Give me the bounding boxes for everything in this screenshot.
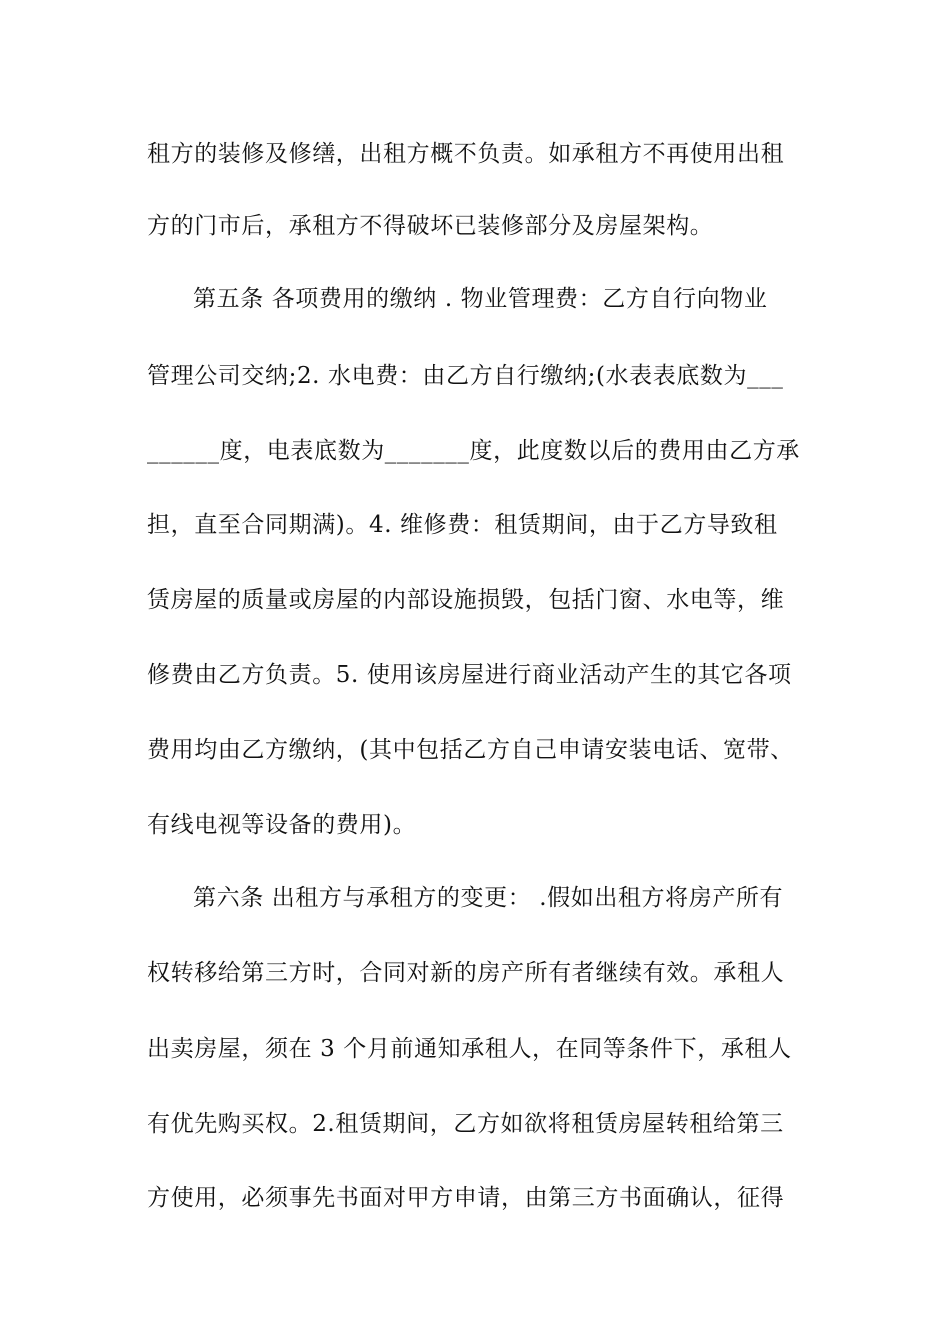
text-line: 管理公司交纳;2. 水电费：由乙方自行缴纳;(水表表底数为___	[147, 363, 784, 389]
text-line: 权转移给第三方时，合同对新的房产所有者继续有效。承租人	[147, 960, 785, 986]
article-5-heading-line: 第五条 各项费用的缴纳 . 物业管理费：乙方自行向物业	[193, 286, 768, 312]
text-line: 修费由乙方负责。5. 使用该房屋进行商业活动产生的其它各项	[147, 662, 792, 688]
text-line: 担，直至合同期满)。4. 维修费：租赁期间，由于乙方导致租	[147, 512, 778, 538]
text-line: 租方的装修及修缮，出租方概不负责。如承租方不再使用出租	[147, 141, 785, 167]
text-line: 费用均由乙方缴纳，(其中包括乙方自己申请安装电话、宽带、	[147, 737, 794, 763]
text-line: 赁房屋的质量或房屋的内部设施损毁，包括门窗、水电等，维	[147, 587, 785, 613]
text-line: 有线电视等设备的费用)。	[147, 812, 417, 838]
text-line: 有优先购买权。2.租赁期间，乙方如欲将租赁房屋转租给第三	[147, 1111, 784, 1137]
text-line: 方使用，必须事先书面对甲方申请，由第三方书面确认，征得	[147, 1185, 785, 1211]
text-line: 方的门市后，承租方不得破坏已装修部分及房屋架构。	[147, 213, 714, 239]
text-line: 出卖房屋，须在 3 个月前通知承租人，在同等条件下，承租人	[147, 1036, 792, 1062]
article-6-heading-line: 第六条 出租方与承租方的变更： .假如出租方将房产所有	[193, 885, 784, 911]
text-line: ______度，电表底数为_______度，此度数以后的费用由乙方承	[147, 438, 800, 464]
